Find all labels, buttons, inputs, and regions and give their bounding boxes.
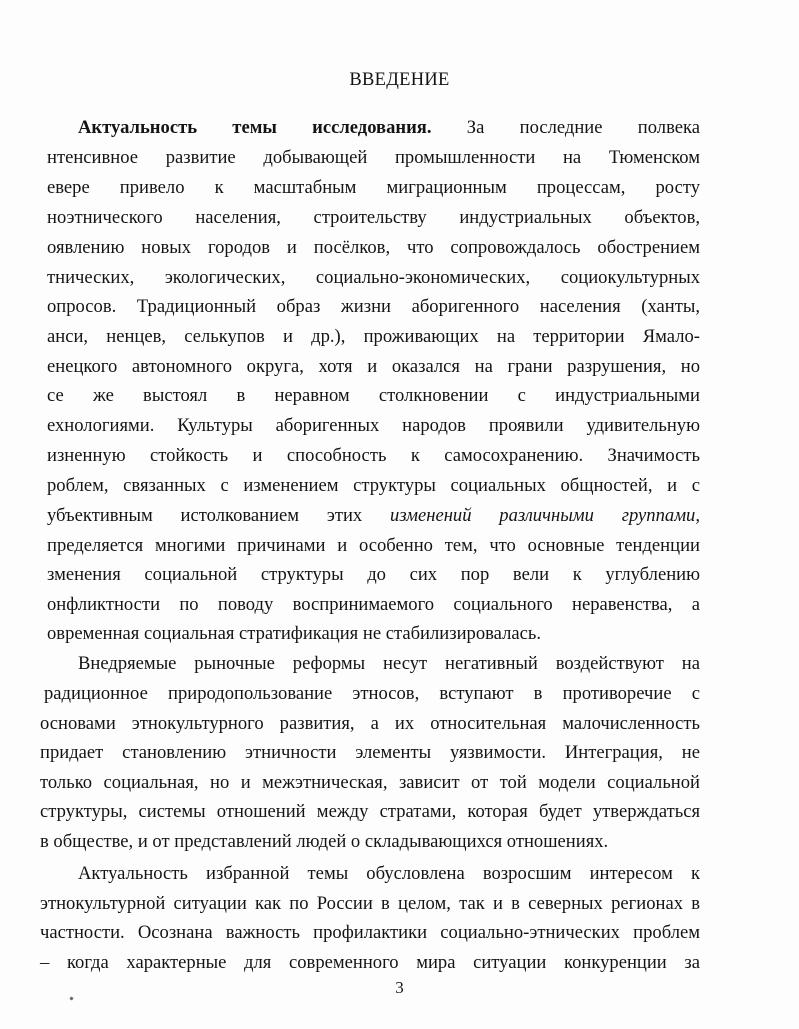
text-line: придает становлению этничности элементы уязвимости. Интеграция, не	[40, 742, 700, 763]
text-line: основами этнокультурного развития, а их относительная малочисленность	[40, 713, 700, 734]
text-line: се же выстоял в неравном столкновении с индустриальными	[47, 385, 700, 406]
text-line: радиционное природопользование этносов, вступают в противоречие с	[44, 683, 700, 704]
text-line: оявлению новых городов и посёлков, что сопровождалось обострением	[47, 237, 700, 258]
text-line: опросов. Традиционный образ жизни аборигенного населения (ханты,	[47, 296, 700, 317]
text-line: тнических, экологических, социально-экономических, социокультурных	[47, 267, 700, 288]
text-line: изненную стойкость и способность к самосохранению. Значимость	[47, 445, 700, 466]
text-line: структуры, системы отношений между стратами, которая будет утверждаться	[40, 801, 700, 822]
text-line: пределяется многими причинами и особенно тем, что основные тенденции	[47, 535, 700, 556]
text-line: ноэтнического населения, строительству индустриальных объектов,	[47, 207, 700, 228]
text-line: – когда характерные для современного мира ситуации конкуренции за	[40, 952, 700, 973]
text-line: енецкого автономного округа, хотя и оказался на грани разрушения, но	[47, 356, 700, 377]
text-line: в обществе, и от представлений людей о складывающихся отношениях.	[40, 831, 609, 852]
page-number: 3	[395, 978, 404, 997]
text-line: зменения социальной структуры до сих пор вели к углублению	[47, 564, 700, 585]
text-line: убъективным истолкованием этих изменений различными группами,	[47, 505, 701, 526]
text-line: Актуальность темы исследования. За последние полвека	[78, 117, 700, 138]
text-line: Внедряемые рыночные реформы несут негативный воздействуют на	[78, 653, 700, 674]
text-line: ехнологиями. Культуры аборигенных народов проявили удивительную	[47, 415, 700, 436]
scan-speck	[69, 996, 73, 1000]
text-line: роблем, связанных с изменением структуры социальных общностей, и с	[47, 475, 700, 496]
text-line: анси, ненцев, селькупов и др.), проживающих на территории Ямало-	[47, 326, 700, 347]
text-line: Актуальность избранной темы обусловлена возросшим интересом к	[78, 863, 700, 884]
text-line: онфликтности по поводу воспринимаемого социального неравенства, а	[47, 594, 700, 615]
text-line: этнокультурной ситуации как по России в целом, так и в северных регионах в	[40, 893, 700, 914]
text-line: евере привело к масштабным миграционным процессам, росту	[47, 177, 700, 198]
page-title: ВВЕДЕНИЕ	[349, 70, 450, 90]
text-line: частности. Осознана важность профилактики социально-этнических проблем	[40, 922, 700, 943]
text-line: нтенсивное развитие добывающей промышленности на Тюменском	[47, 147, 700, 168]
lead-phrase: Актуальность темы исследования.	[78, 117, 432, 138]
text-line: только социальная, но и межэтническая, зависит от той модели социальной	[40, 772, 700, 793]
text-line: овременная социальная стратификация не стабилизировалась.	[47, 623, 541, 644]
